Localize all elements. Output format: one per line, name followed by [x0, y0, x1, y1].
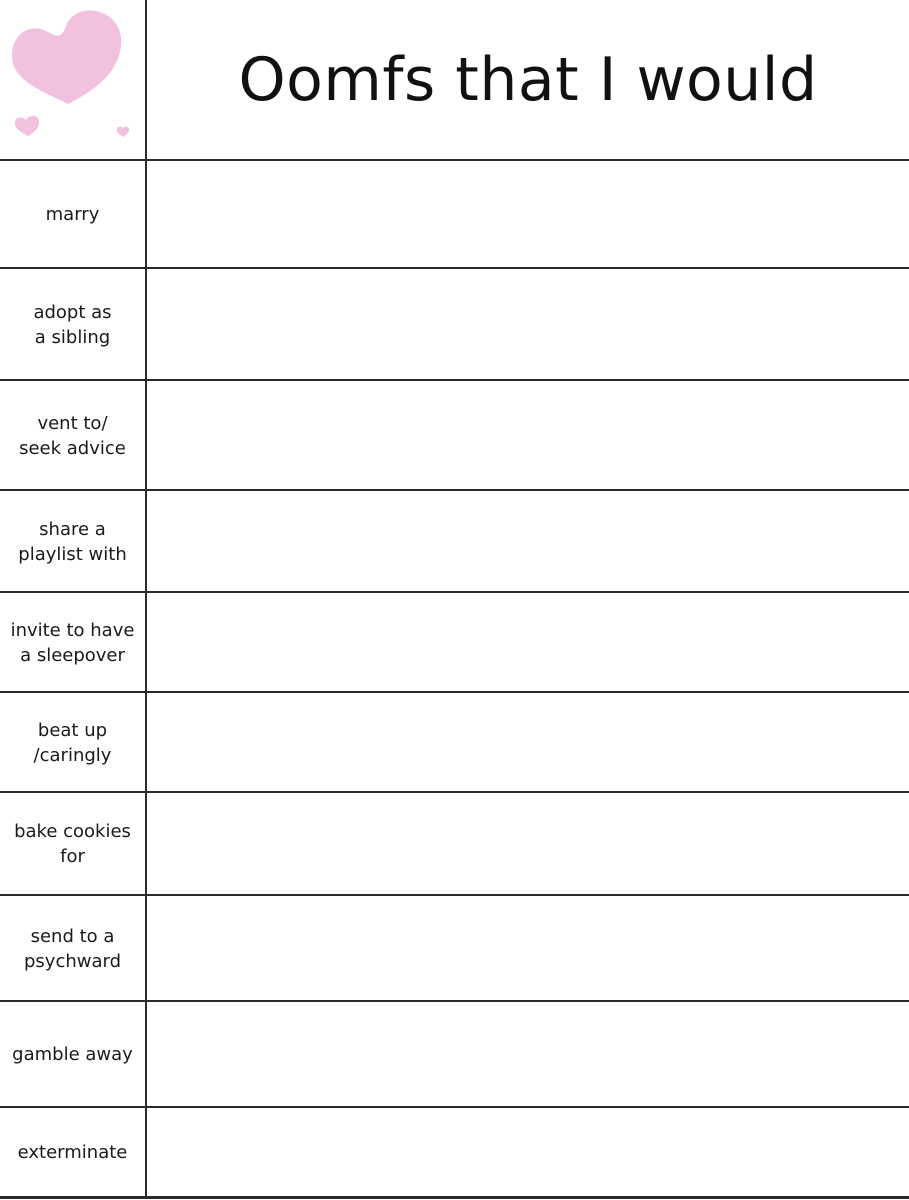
- row-answer-cell[interactable]: [147, 1108, 909, 1196]
- row-answer-cell[interactable]: [147, 1002, 909, 1107]
- row-label: exterminate: [17, 1141, 128, 1163]
- row-answer-cell[interactable]: [147, 693, 909, 792]
- bottom-border: [0, 1196, 909, 1199]
- row-divider: [0, 159, 909, 161]
- row-answer-cell[interactable]: [147, 161, 909, 268]
- row-answer-cell[interactable]: [147, 491, 909, 592]
- row-divider: [0, 267, 909, 269]
- row-answer-cell[interactable]: [147, 381, 909, 490]
- small-heart-icon: [15, 116, 39, 136]
- page-title: Oomfs that I would: [238, 45, 818, 115]
- table-row: [0, 896, 909, 1001]
- heart-icon: [12, 11, 121, 104]
- row-label: vent to/ seek advice: [19, 412, 126, 459]
- row-answer-cell[interactable]: [147, 269, 909, 380]
- table-row: [0, 593, 909, 692]
- hearts-svg: [0, 0, 145, 160]
- table-row: [0, 161, 909, 268]
- row-divider: [0, 379, 909, 381]
- row-label: beat up /caringly: [33, 719, 112, 766]
- row-divider: [0, 1106, 909, 1108]
- tiny-heart-icon: [117, 127, 129, 137]
- table-row: [0, 381, 909, 490]
- table-row: [0, 1108, 909, 1196]
- table-row: [0, 793, 909, 895]
- row-answer-cell[interactable]: [147, 896, 909, 1001]
- row-divider: [0, 791, 909, 793]
- column-divider: [145, 0, 147, 1198]
- table-row: [0, 693, 909, 792]
- table-row: [0, 1002, 909, 1107]
- row-divider: [0, 894, 909, 896]
- row-label: bake cookies for: [14, 821, 131, 867]
- row-label: share a playlist with: [18, 518, 127, 565]
- header-row: [0, 0, 909, 160]
- row-label: invite to have a sleepover: [10, 619, 135, 666]
- row-divider: [0, 1000, 909, 1002]
- row-divider: [0, 691, 909, 693]
- heart-decoration: [0, 0, 145, 160]
- table-row: [0, 269, 909, 380]
- row-label: adopt as a sibling: [33, 301, 112, 348]
- row-label: send to a psychward: [23, 925, 122, 972]
- row-label: marry: [45, 204, 100, 225]
- table-row: [0, 491, 909, 592]
- row-answer-cell[interactable]: [147, 793, 909, 895]
- row-divider: [0, 489, 909, 491]
- row-answer-cell[interactable]: [147, 593, 909, 692]
- row-label: gamble away: [12, 1044, 133, 1065]
- row-divider: [0, 591, 909, 593]
